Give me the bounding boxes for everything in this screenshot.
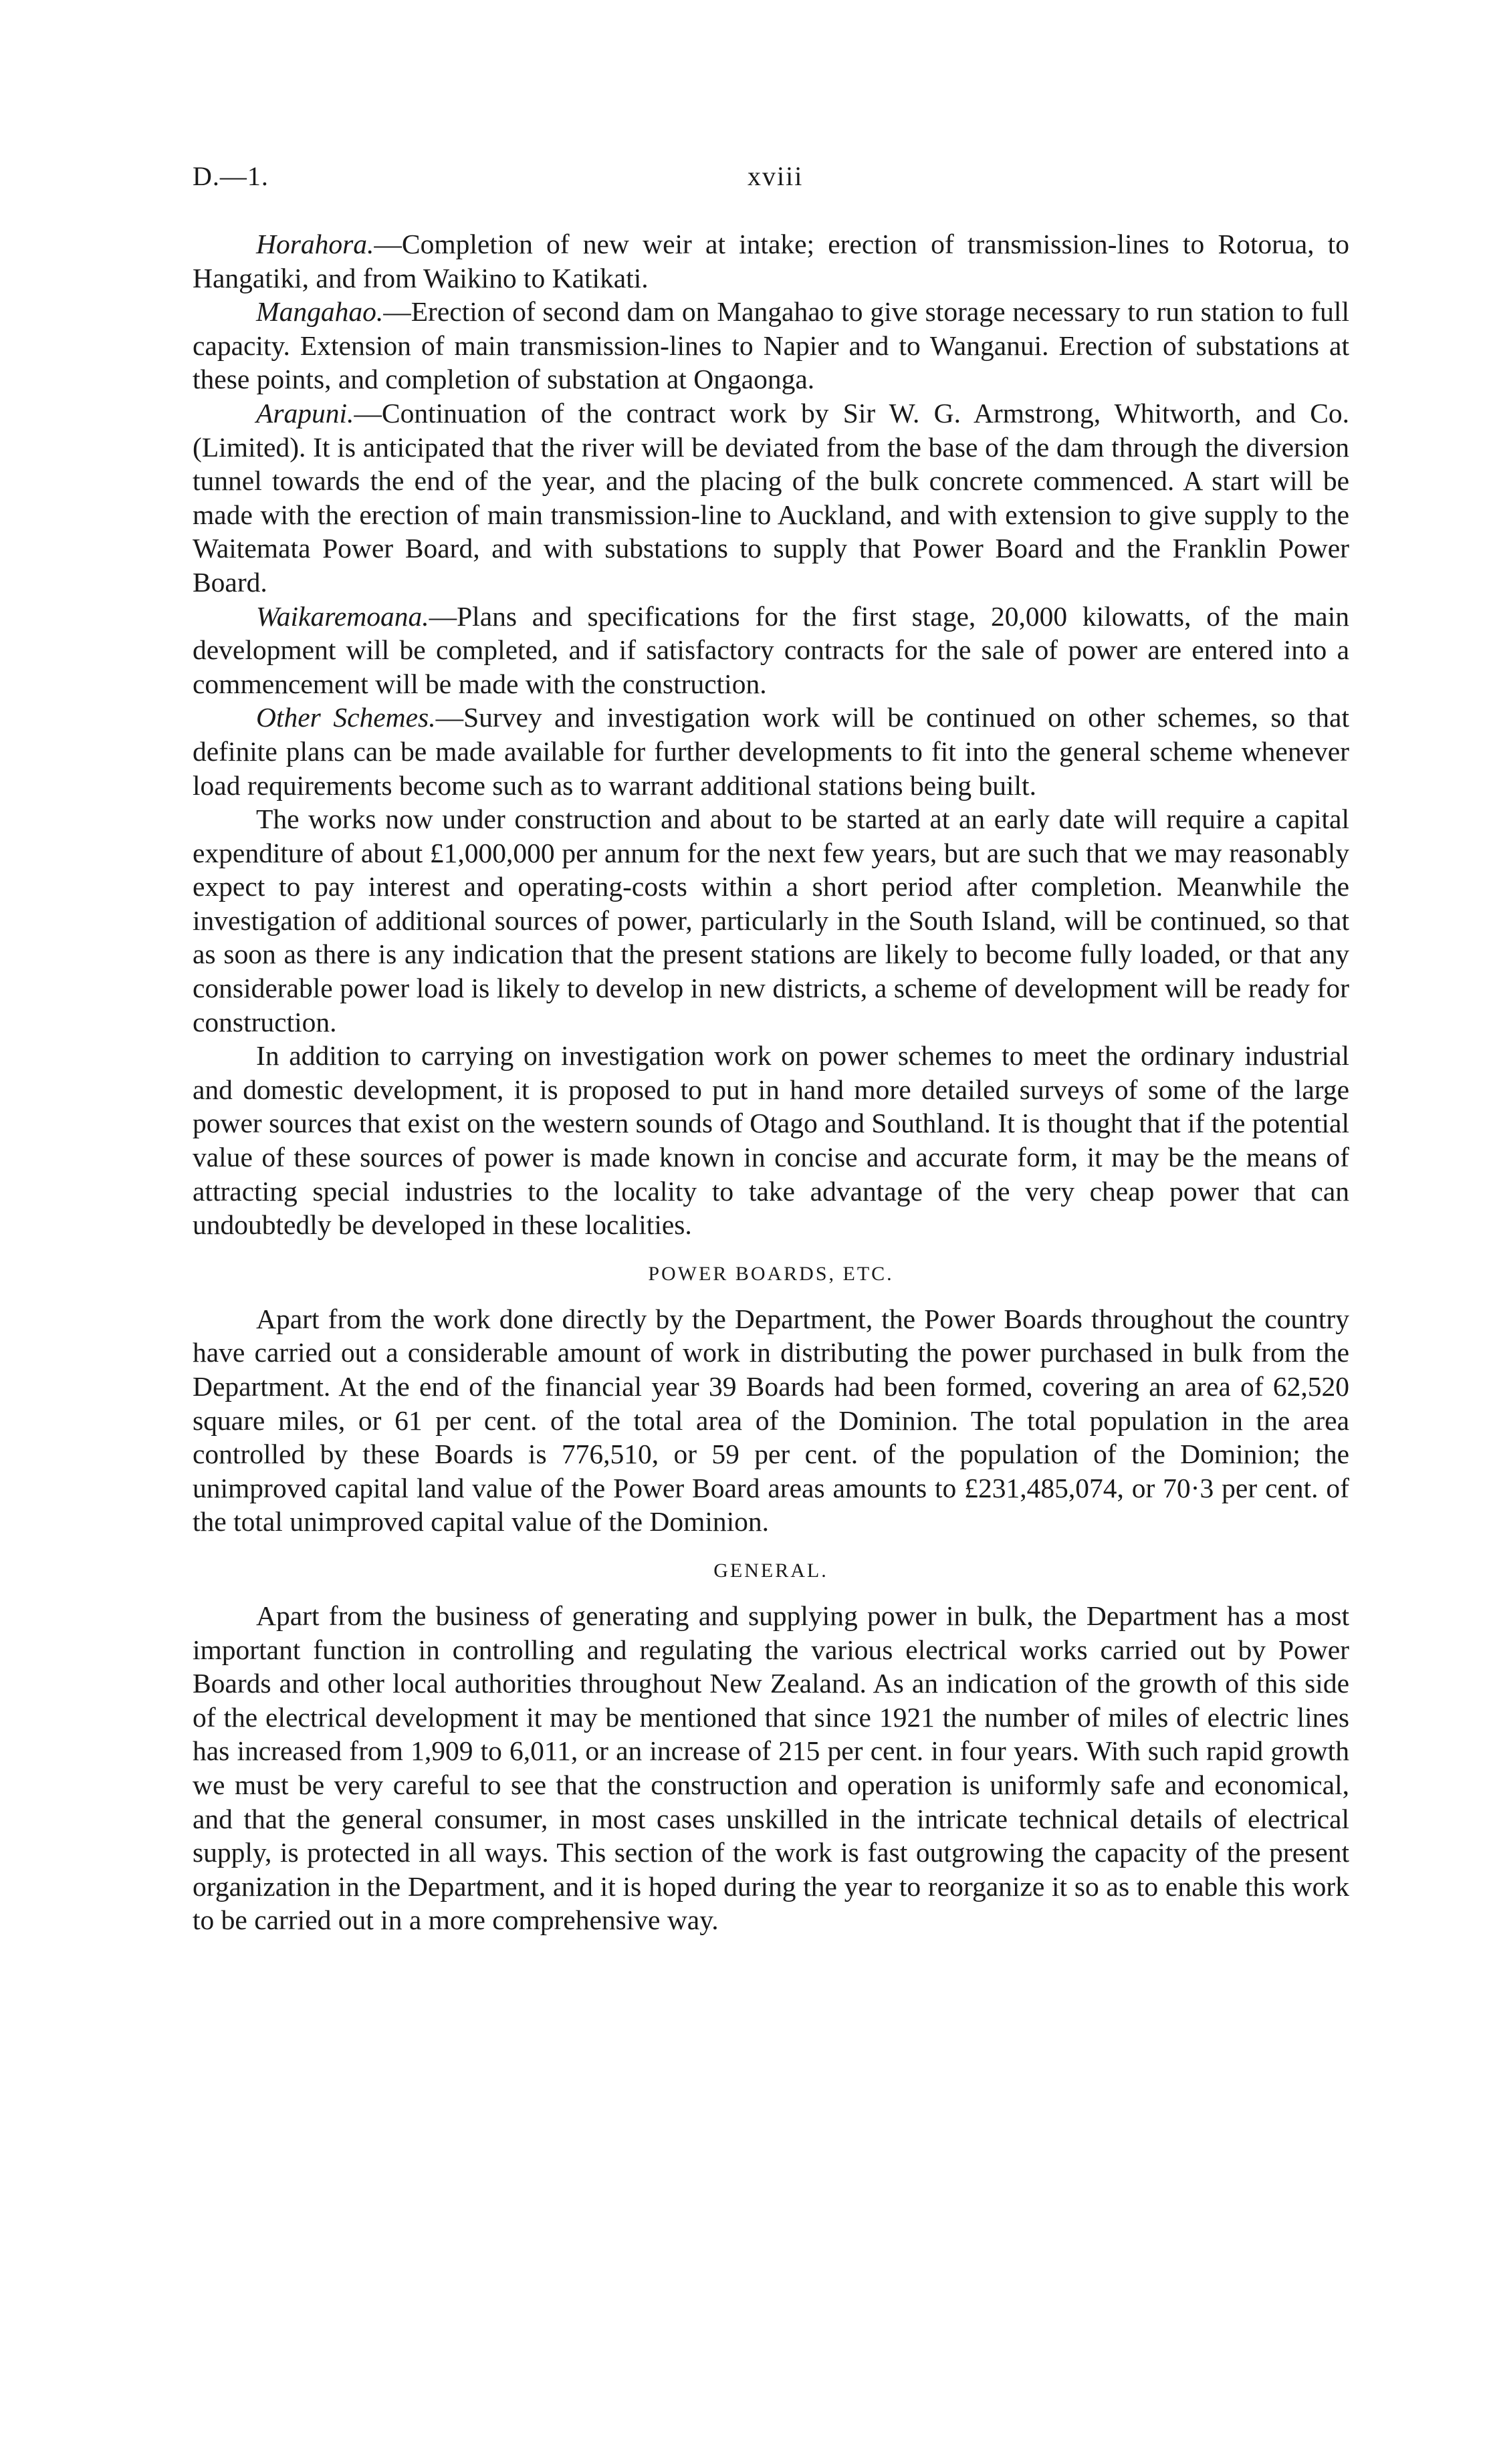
page-number: xviii — [748, 161, 804, 191]
body-text — [193, 227, 1349, 1937]
paragraph-text: Apart from the work done directly by the Department, the Power Boards throughout the country have carried out a considerable amount of work in distributing the power purchased in bulk from the Department. At the end of the financial year 39 Boards had been formed, covering an area of 62,520 square miles, or 61 per cent. of the total area of the Dominion. The total population in the area controlled by these Boards is 776,510, or 59 per cent. of the population of the Dominion; the unimproved capital land value of the Power Board areas amounts to £231,485,074, or 70·3 per cent. of the total unimproved capital value of the Dominion. — [193, 1303, 1349, 1537]
paragraph-general — [193, 1599, 1349, 1937]
paragraph-text: The works now under construction and about to be started at an early date will require a capital expenditure of about £1,000,000 per annum for the next few years, but are such that we may reasonably expect to pay interest and operating-costs within a short period after completion. Meanwhile the investigation of additional sources of power, particularly in the South Island, will be continued, so that as soon as there is any indication that the present stations are likely to become fully loaded, or that any considerable power load is likely to develop in new districts, a scheme of development will be ready for construction. — [193, 804, 1349, 1037]
document-page — [193, 160, 1349, 1937]
paragraph-text: —Completion of new weir at intake; erection of transmission-lines to Rotorua, to Hangatiki, and from Waikino to Katikati. — [193, 229, 1349, 293]
paragraph-waikaremoana — [193, 600, 1349, 701]
paragraph-lead: Arapuni. — [256, 397, 354, 428]
paragraph-lead: Mangahao. — [256, 296, 384, 328]
section-heading-power-boards: POWER BOARDS, ETC. — [648, 1262, 894, 1285]
paragraph-text: Apart from the business of generating and supplying power in bulk, the Department has a most important function in controlling and regulating the various electrical works carried out by Power Boards and other local authorities throughout New Zealand. As an indication of the growth of this side of the electrical development it may be mentioned that since 1921 the number of miles of electric lines has increased from 1,909 to 6,011, or an increase of 215 per cent. in four years. With such rapid growth we must be very careful to see that the construction and operation is uniformly safe and economical, and that the general consumer, in most cases unskilled in the intricate technical details of electrical supply, is protected in all ways. This section of the work is fast outgrowing the capacity of the present organization in the Department, and it is hoped during the year to reorganize it so as to enable this work to be carried out in a more comprehensive way. — [193, 1600, 1349, 1936]
paragraph-text: —Plans and specifications for the first stage, 20,000 kilowatts, of the main development will be completed, and if satisfactory contracts for the sale of power are entered into a commencement will be made with the construction. — [193, 600, 1349, 699]
paragraph-lead: Other Schemes. — [256, 702, 436, 733]
paragraph-other-schemes — [193, 701, 1349, 802]
paragraph-text: —Erection of second dam on Mangahao to give storage necessary to run station to full capacity. Extension of main transmission-lines to Napier and to Wanganui. Erection of substations at these points, and completion of substation at Ongaonga. — [193, 296, 1349, 395]
paragraph-investigation — [193, 1039, 1349, 1242]
paragraph-horahora — [193, 227, 1349, 295]
paragraph-lead: Horahora. — [256, 229, 374, 259]
paragraph-text: In addition to carrying on investigation work on power schemes to meet the ordinary industrial and domestic development, it is proposed to put in hand more detailed surveys of some of the large power sources that exist on the western sounds of Otago and Southland. It is thought that if the potential value of these sources of power is made known in concise and accurate form, it may be the means of attracting special industries to the locality to take advantage of the very cheap power that can undoubtedly be developed in these localities. — [193, 1040, 1350, 1241]
paragraph-mangahao — [193, 295, 1349, 396]
paragraph-capital-expenditure — [193, 802, 1349, 1039]
document-reference: D.—1. — [193, 161, 269, 191]
paragraph-lead: Waikaremoana. — [256, 600, 429, 632]
page-header — [193, 160, 1349, 207]
paragraph-power-boards — [193, 1302, 1349, 1539]
paragraph-text: —Survey and investigation work will be continued on other schemes, so that definite plans can be made available for further developments to fit into the general scheme whenever load requirements become such as to warrant additional stations being built. — [193, 702, 1349, 801]
paragraph-text: —Continuation of the contract work by Sir W. G. Armstrong, Whitworth, and Co. (Limited). It is anticipated that the river will be deviated from the base of the dam through the diversion tunnel towards the end of the year, and the placing of the bulk concrete commenced. A start will be made with the erection of main transmission-line to Auckland, and with extension to give supply to the Waitemata Power Board, and with substations to supply that Power Board and the Franklin Power Board. — [193, 397, 1349, 598]
section-heading-general: GENERAL. — [713, 1559, 828, 1582]
paragraph-arapuni — [193, 396, 1349, 600]
